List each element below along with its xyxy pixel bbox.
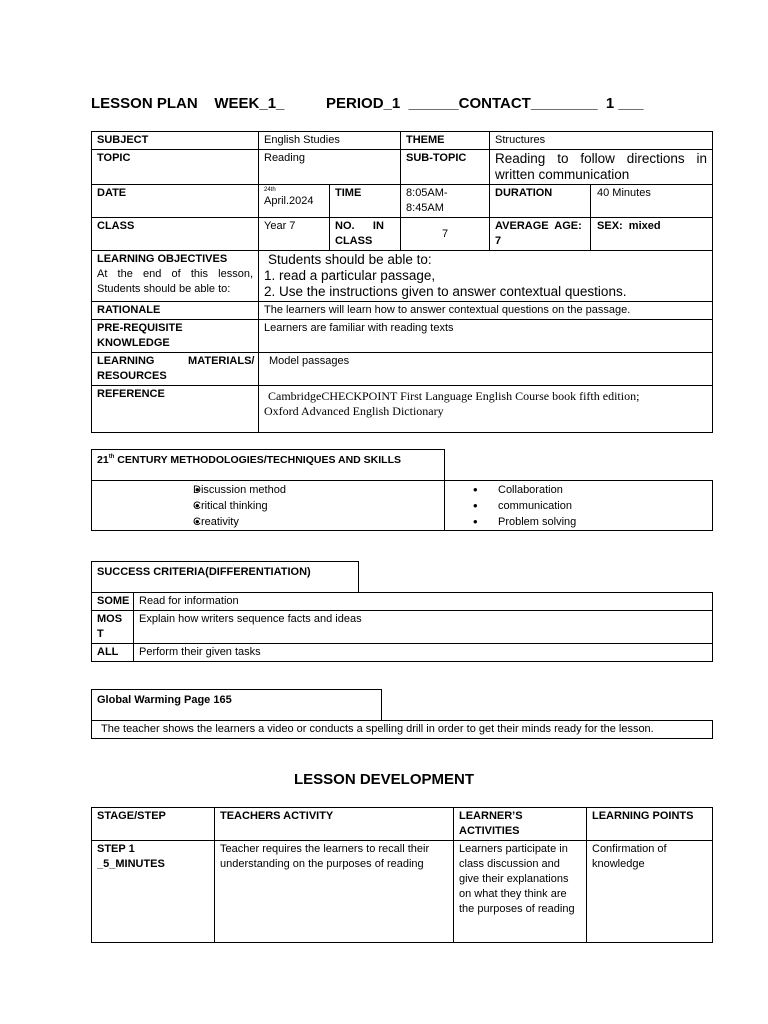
- time-start: 8:05AM-: [406, 187, 448, 199]
- some-label: SOME: [92, 593, 134, 611]
- no-in-class-value: 7: [401, 218, 490, 251]
- col-points: LEARNING POINTS: [587, 808, 713, 841]
- teacher-activity: Teacher requires the learners to recall their understanding on the purposes of reading: [215, 841, 454, 943]
- no-in-class-label-line1: NO. IN: [335, 220, 384, 232]
- methods-heading: [92, 450, 445, 481]
- lesson-development-table: [91, 807, 713, 943]
- date-day: 24th: [264, 187, 276, 193]
- time-value: [401, 185, 490, 218]
- list-item: • Critical thinking: [177, 498, 444, 514]
- theme-value: Structures: [490, 132, 713, 150]
- topic-label: TOPIC: [92, 150, 259, 185]
- col-teacher: TEACHERS ACTIVITY: [215, 808, 454, 841]
- methods-heading-number: 21: [97, 454, 109, 466]
- some-value: Read for information: [134, 593, 713, 611]
- objectives-label-cell: [92, 251, 259, 302]
- objectives-intro: At the end of this lesson, Students should be able to:: [97, 268, 257, 295]
- materials-label: [92, 353, 259, 386]
- table-row: [92, 841, 713, 943]
- objectives-label: LEARNING OBJECTIVES: [97, 253, 228, 265]
- time-end: 8:45AM: [406, 202, 444, 214]
- all-value: Perform their given tasks: [134, 644, 713, 662]
- date-month-year: April.2024: [264, 195, 314, 207]
- avg-age-value: 7: [495, 235, 502, 247]
- no-in-class-label-line2: CLASS: [335, 235, 373, 247]
- list-item: • Problem solving: [455, 514, 712, 530]
- lesson-plan-table: [91, 131, 713, 433]
- methods-right-list: [455, 482, 712, 530]
- methods-table: [91, 449, 713, 531]
- avg-age-label: AVERAGE AGE:: [495, 220, 582, 232]
- most-label: [92, 611, 134, 644]
- list-item: • Creativity: [177, 514, 444, 530]
- age-sex-cell: [490, 218, 713, 251]
- methods-left-list: [177, 482, 444, 530]
- objectives-line2: 1. read a particular passage,: [264, 268, 436, 283]
- sex-value: SEX: mixed: [597, 220, 661, 232]
- subtopic-label: SUB-TOPIC: [401, 150, 490, 185]
- topic-value: Reading: [259, 150, 401, 185]
- learner-activity: Learners participate in class discussion and give their explanations on what they think are the purposes of reading: [454, 841, 587, 943]
- class-value: Year 7: [259, 218, 330, 251]
- success-heading: SUCCESS CRITERIA(DIFFERENTIATION): [92, 562, 359, 593]
- success-criteria-table: [91, 561, 713, 662]
- date-value: [259, 185, 330, 218]
- reference-label: REFERENCE: [92, 386, 259, 433]
- list-item: • Collaboration: [455, 482, 712, 498]
- intro-heading: Global Warming Page 165: [92, 690, 382, 721]
- most-label-line1: MOS: [97, 613, 123, 625]
- intro-text: The teacher shows the learners a video or conducts a spelling drill in order to get their minds ready for the lesson.: [92, 721, 713, 739]
- no-in-class-label: [330, 218, 401, 251]
- reference-line2: Oxford Advanced English Dictionary: [264, 404, 444, 418]
- subtopic-value: Reading to follow directions in written communication: [490, 150, 713, 185]
- intro-table: [91, 689, 713, 739]
- most-label-line2: T: [97, 628, 104, 640]
- prereq-value: Learners are familiar with reading texts: [259, 320, 713, 353]
- objectives-line1: Students should be able to:: [268, 252, 432, 267]
- materials-label-line1: LEARNING MATERIALS/: [97, 355, 255, 367]
- objectives-line3: 2. Use the instructions given to answer contextual questions.: [264, 284, 627, 299]
- avg-age-cell: [490, 218, 591, 250]
- learning-points: Confirmation of knowledge: [587, 841, 713, 943]
- duration-label: DURATION: [490, 185, 591, 217]
- class-label: CLASS: [92, 218, 259, 251]
- prereq-label: PRE-REQUISITE KNOWLEDGE: [92, 320, 259, 353]
- methods-left: [92, 481, 445, 531]
- methods-right: [445, 481, 713, 531]
- col-stage: STAGE/STEP: [92, 808, 215, 841]
- objectives-value: [259, 251, 713, 302]
- subject-label: SUBJECT: [92, 132, 259, 150]
- date-label: DATE: [92, 185, 259, 218]
- materials-value: Model passages: [259, 353, 713, 386]
- lesson-development-heading: LESSON DEVELOPMENT: [293, 771, 475, 788]
- page-title: LESSON PLAN WEEK_1_ PERIOD_1 ______CONTACT________ 1 ___: [91, 95, 644, 112]
- time-label: TIME: [330, 185, 401, 218]
- methods-heading-text: CENTURY METHODOLOGIES/TECHNIQUES AND SKILLS: [114, 454, 401, 466]
- step-label: STEP 1: [97, 843, 135, 855]
- list-item: • Discussion method: [177, 482, 444, 498]
- rationale-label: RATIONALE: [92, 302, 259, 320]
- duration-value: 40 Minutes: [597, 187, 651, 199]
- duration-cell: [490, 185, 713, 218]
- theme-label: THEME: [401, 132, 490, 150]
- rationale-value: The learners will learn how to answer contextual questions on the passage.: [259, 302, 713, 320]
- reference-line1: CambridgeCHECKPOINT First Language English Course book fifth edition;: [268, 389, 640, 403]
- all-label: ALL: [92, 644, 134, 662]
- step-cell: [92, 841, 215, 943]
- list-item: • communication: [455, 498, 712, 514]
- step-minutes: _5_MINUTES: [97, 858, 165, 870]
- reference-value: [259, 386, 713, 433]
- subject-value: English Studies: [259, 132, 401, 150]
- col-learner: LEARNER’S ACTIVITIES: [454, 808, 587, 841]
- materials-label-line2: RESOURCES: [97, 370, 167, 382]
- methods-heading-sup: th: [108, 454, 115, 460]
- most-value: Explain how writers sequence facts and ideas: [134, 611, 713, 644]
